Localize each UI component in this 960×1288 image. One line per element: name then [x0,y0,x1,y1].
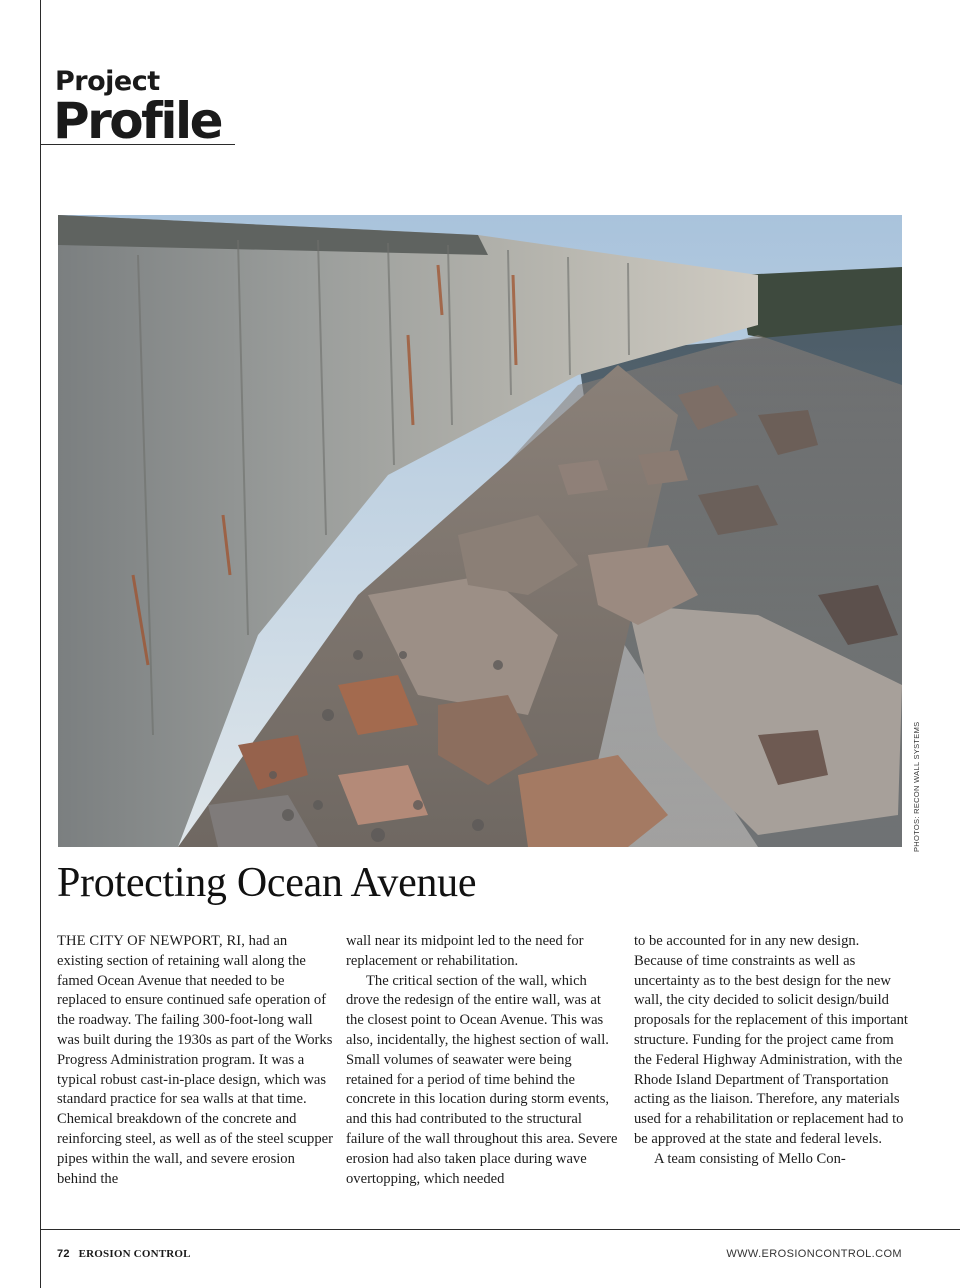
section-title: Profile [53,92,222,150]
footer-rule [40,1229,960,1230]
article-paragraph [57,932,333,1189]
article-paragraph: A team consisting of Mello Con- [654,1150,846,1167]
magazine-name: EROSION CONTROL [78,1248,191,1260]
left-margin-rule [40,0,41,1288]
article-paragraph: to be accounted for in any new design. Because of time constraints as well as uncertainty as to the best design for the new wall, the city decided to solicit design/build proposals for the replacement of this important structure. Funding for the project came from the Federal Highway Administration, with the Rhode Island Department of Transportation acting as the liaison. Therefore, any materials used for a rehabilitation or replacement had to be approved at the state and federal levels. [634,933,908,1147]
footer-folio [57,1248,191,1260]
article-headline: Protecting Ocean Avenue [57,860,477,906]
article-column-3 [634,932,910,1170]
article-paragraph: wall near its midpoint led to the need for replacement or rehabilitation. [346,933,584,969]
footer-url: WWW.EROSIONCONTROL.COM [726,1248,902,1260]
page-number: 72 [57,1248,70,1260]
article-column-2 [346,932,622,1189]
photo-credit: PHOTOS: RECON WALL SYSTEMS [912,721,921,852]
sea-wall-photo [58,215,902,847]
section-kicker: Project [55,66,160,97]
paragraph-text: had an existing section of retaining wall along the famed Ocean Avenue that needed to be replaced to ensure continued safe operation of the roadway. The failing 300-foot-long wall was built during the 1930s as part of the Works Progress Administration program. It was a typical robust cast-in-place design, which was standard practice for sea walls at that time. Chemical breakdown of the concrete and reinforcing steel, as well as of the steel scupper pipes within the wall, and severe erosion behind the [57,933,333,1187]
article-paragraph: The critical section of the wall, which drove the redesign of the entire wall, was at the closest point to Ocean Avenue. This was also, incidentally, the highest section of wall. Small volumes of seawater were being retained for a period of time behind the concrete in this location during storm events, and this had contributed to the structural failure of the wall throughout this area. Severe erosion had also taken place during wave overtopping, which needed [346,972,618,1187]
lead-in: THE CITY OF NEWPORT, RI, [57,933,245,949]
article-column-1 [57,932,333,1189]
